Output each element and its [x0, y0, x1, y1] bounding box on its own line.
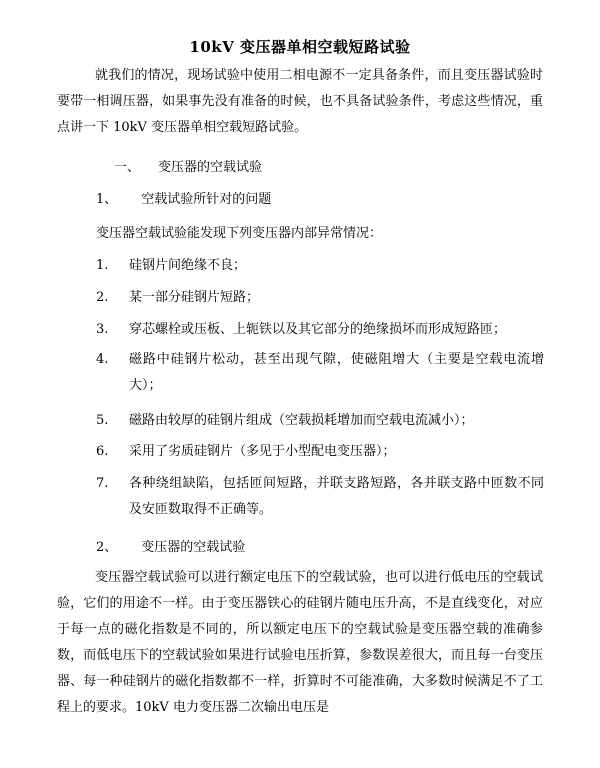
- list-item-text: 各种绕组缺陷，包括匝间短路，并联支路短路，各并联支路中匝数不同及安匝数取得不正确等。: [129, 476, 544, 517]
- intro-paragraph: 就我们的情况，现场试验中使用二相电源不一定具备条件，而且变压器试验时要带一相调压器，如果事先没有准备的时候，也不具备试验条件，考虑这些情况，重点讲一下 10kV 变压器单相空载短路试验。: [57, 68, 543, 135]
- section-1-label: 一、: [114, 160, 141, 175]
- list-item-number: 6.: [96, 444, 109, 459]
- list-item-number: 2.: [96, 290, 109, 305]
- list-item-number: 7.: [96, 476, 109, 491]
- subsection-2-text: 变压器的空载试验: [141, 540, 246, 555]
- list-lead-text: 变压器空载试验能发现下列变压器内部异常情况：: [96, 226, 383, 241]
- subsection-1-heading: [96, 187, 271, 213]
- subsection-1-text: 空载试验所针对的问题: [141, 192, 272, 207]
- list-item-text: 硅钢片间绝缘不良；: [129, 258, 247, 273]
- list-item-text: 磁路中硅钢片松动，甚至出现气隙，使磁阻增大（主要是空载电流增大）；: [129, 352, 544, 393]
- list-item-text: 磁路由较厚的硅钢片组成（空载损耗增加而空载电流减小）；: [129, 413, 474, 428]
- list-item-text: 穿芯螺栓或压板、上轭铁以及其它部分的绝缘损坏而形成短路匝；: [129, 322, 507, 337]
- subsection-1-label: 1、: [96, 192, 118, 207]
- section-1-heading: [114, 155, 262, 181]
- list-item-number: 1.: [96, 258, 109, 273]
- subsection-2-heading: [96, 535, 245, 561]
- list-item-number: 4.: [96, 352, 109, 367]
- list-item-number: 5.: [96, 413, 109, 428]
- document-title: 10kV 变压器单相空载短路试验: [189, 38, 411, 56]
- body-paragraph: 变压器空载试验可以进行额定电压下的空载试验，也可以进行低电压的空载试验，它们的用途不一样。由于变压器铁心的硅钢片随电压升高，不是直线变化，对应于每一点的磁化指数是不同的，所以额定电压下的空载试验是变压器空载的准确参数，而低电压下的空载试验如果进行试验电压折算，参数误差很大，而且每一台变压器、每一种硅钢片的磁化指数都不一样，折算时不可能准确，大多数时候满足不了工程上的要求。10kV 电力变压器二次输出电压是: [57, 570, 543, 715]
- list-item-text: 采用了劣质硅钢片（多见于小型配电变压器）；: [129, 444, 396, 459]
- section-1-text: 变压器的空载试验: [158, 160, 263, 175]
- list-item-number: 3.: [96, 322, 109, 337]
- subsection-2-label: 2、: [96, 540, 118, 555]
- list-item-text: 某一部分硅钢片短路；: [129, 290, 260, 305]
